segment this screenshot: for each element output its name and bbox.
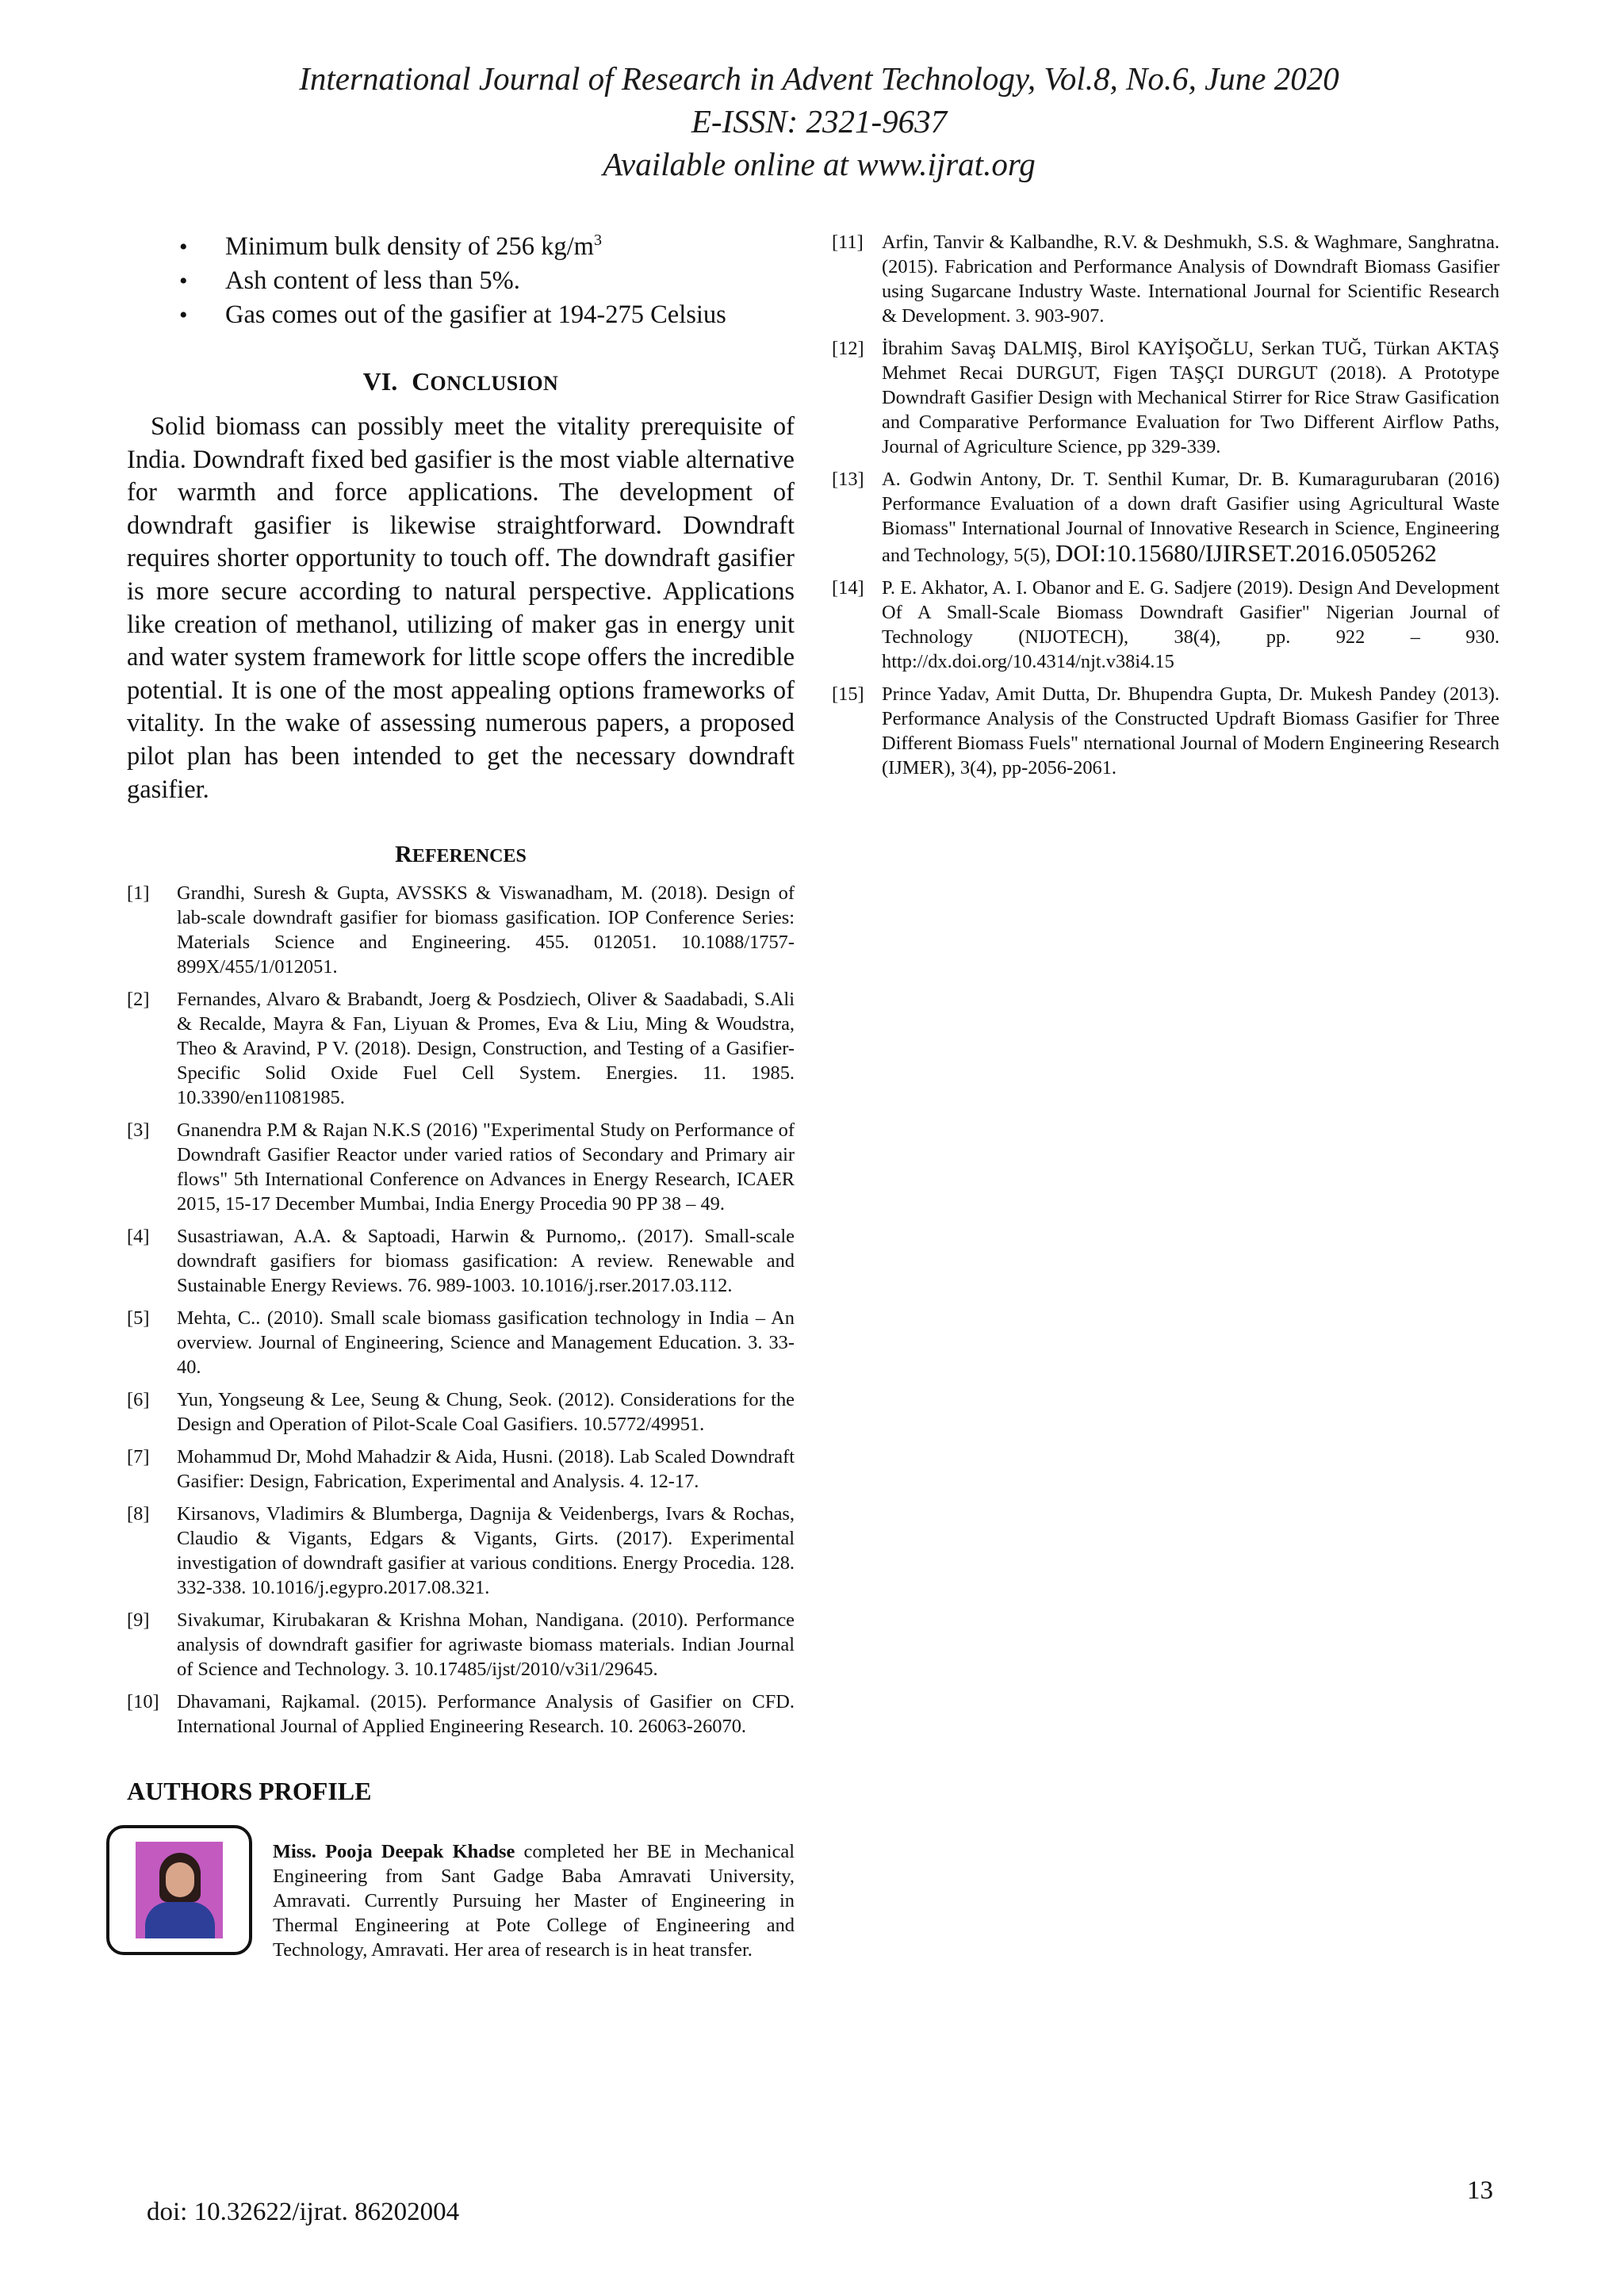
reference-item <box>127 881 795 979</box>
conclusion-text: Solid biomass can possibly meet the vitality prerequisite of India. Downdraft fixed bed gasifier is the most viable alternative for warmth and force applications. The development of downdraft gasifier is likewise straightforward. Downdraft requires shorter opportunity to touch off. The downdraft gasifier is more secure according to natural perspective. Applications like creation of methanol, utilizing of maker gas in energy unit and water system framework for little scope offers the incredible potential. It is one of the most appealing options frameworks of vitality. In the wake of assessing numerous papers, a proposed pilot plan has been intended to get the necessary downdraft gasifier. <box>127 412 795 804</box>
reference-number: [5] <box>127 1307 150 1330</box>
reference-number: [2] <box>127 989 150 1011</box>
reference-text: Gnanendra P.M & Rajan N.K.S (2016) "Experimental Study on Performance of Downdraft Gasifier Reactor under varied ratios of Secondary and Primary air flows" 5th International Conference on Advances in Energy Research, ICAER 2015, 15-17 December Mumbai, India Energy Procedia 90 PP 38 – 49. <box>177 1119 795 1215</box>
reference-text: Arfin, Tanvir & Kalbandhe, R.V. & Deshmukh, S.S. & Waghmare, Sanghratna. (2015). Fabrication and Performance Analysis of Downdraft Biomass Gasifier using Sugarcane Industry Waste. International Journal for Scientific Research & Development. 3. 903-907. <box>882 232 1500 327</box>
reference-number: [14] <box>832 577 864 599</box>
reference-text: İbrahim Savaş DALMIŞ, Birol KAYİŞOĞLU, Serkan TUĞ, Türkan AKTAŞ Mehmet Recai DURGUT, Figen TAŞÇI DURGUT (2018). A Prototype Downdraft Gasifier Design with Mechanical Stirrer for Rice Straw Gasification and Comparative Performance Evaluation for Two Different Airflow Paths, Journal of Agriculture Science, pp 329-339. <box>882 338 1500 457</box>
reference-item <box>832 576 1500 674</box>
reference-item <box>127 1689 795 1739</box>
references-list-left <box>127 881 795 1739</box>
reference-item <box>127 1387 795 1437</box>
journal-header <box>0 57 1624 186</box>
references-heading: REFERENCES <box>395 841 527 868</box>
author-photo <box>136 1842 223 1938</box>
journal-website: Available online at www.ijrat.org <box>603 146 1036 182</box>
reference-number: [3] <box>127 1119 150 1142</box>
references-list-right <box>832 230 1500 780</box>
reference-text: Mehta, C.. (2010). Small scale biomass gasification technology in India – An overview. Journal of Engineering, Science and Management Education. 3. 33-40. <box>177 1307 795 1379</box>
reference-item <box>832 682 1500 780</box>
reference-item <box>127 1118 795 1216</box>
reference-text: Grandhi, Suresh & Gupta, AVSSKS & Viswanadham, M. (2018). Design of lab-scale downdraft gasifier for biomass gasification. IOP Conference Series: Materials Science and Engineering. 455. 012051. 10.1088/1757-899X/455/1/012051. <box>177 882 795 978</box>
reference-item <box>127 1224 795 1298</box>
journal-title: International Journal of Research in Advent Technology, Vol.8, No.6, June 2020 <box>299 60 1339 97</box>
authors-profile-heading: AUTHORS PROFILE <box>127 1777 372 1806</box>
reference-item <box>127 1445 795 1494</box>
spec-ash-content: • Ash content of less than 5%. <box>127 264 795 298</box>
reference-number: [12] <box>832 338 864 359</box>
reference-text: P. E. Akhator, A. I. Obanor and E. G. Sadjere (2019). Design And Development Of A Small-Scale Biomass Downdraft Gasifier" Nigerian Journal of Technology (NIJOTECH), 38(4), pp. 922 – 930. http://dx.doi.org/10.4314/njt.v38i4.15 <box>882 577 1500 672</box>
reference-number: [7] <box>127 1446 150 1468</box>
spec-bulk-density: • Minimum bulk density of 256 $kg/m^3$ <box>127 230 795 264</box>
reference-text: Kirsanovs, Vladimirs & Blumberga, Dagnija & Veidenbergs, Ivars & Rochas, Claudio & Vigants, Edgars & Vigants, Girts. (2017). Experimental investigation of downdraft gasifier at various conditions. Energy Procedia. 128. 332-338. 10.1016/j.egypro.2017.08.321. <box>177 1503 795 1599</box>
reference-item <box>832 336 1500 459</box>
author-photo-frame <box>106 1825 252 1955</box>
reference-text: Fernandes, Alvaro & Brabandt, Joerg & Posdziech, Oliver & Saadabadi, S.Ali & Recalde, Mayra & Fan, Liyuan & Promes, Eva & Liu, Ming & Woudstra, Theo & Aravind, P V. (2018). Design, Construction, and Testing of a Gasifier-Specific Solid Oxide Fuel Cell System. Energies. 11. 1985. 10.3390/en11081985. <box>177 989 795 1109</box>
reference-text: Yun, Yongseung & Lee, Seung & Chung, Seok. (2012). Considerations for the Design and Operation of Pilot-Scale Coal Gasifiers. 10.5772/49951. <box>177 1389 795 1436</box>
reference-number: [1] <box>127 882 150 905</box>
reference-text: Susastriawan, A.A. & Saptoadi, Harwin & Purnomo,. (2017). Small-scale downdraft gasifiers for biomass gasification: A review. Renewable and Sustainable Energy Reviews. 76. 989-1003. 10.1016/j.rser.2017.03.112. <box>177 1226 795 1297</box>
specs-list <box>127 230 795 332</box>
reference-number: [6] <box>127 1389 150 1411</box>
journal-issn: E-ISSN: 2321-9637 <box>691 103 948 140</box>
reference-item <box>127 1306 795 1380</box>
reference-number: [8] <box>127 1503 150 1525</box>
reference-text: A. Godwin Antony, Dr. T. Senthil Kumar, Dr. B. Kumaragurubaran (2016) Performance Evaluation of a down draft Gasifier using Agricultural Waste Biomass" International Journal of Innovative Research in Science, Engineering and Technology, 5(5), DOI:10.15680/IJIRSET.2016.0505262 <box>882 469 1500 567</box>
reference-text: Dhavamani, Rajkamal. (2015). Performance Analysis of Gasifier on CFD. International Journal of Applied Engineering Research. 10. 26063-26070. <box>177 1691 795 1738</box>
left-column <box>127 230 795 1962</box>
footer-doi: doi: 10.32622/ijrat. 86202004 <box>147 2198 460 2226</box>
reference-item <box>127 1608 795 1682</box>
author-bio: completed her BE in Mechanical Engineering from Sant Gadge Baba Amravati University, Amravati. Currently Pursuing her Master of Engineering in Thermal Engineering at Pote College of Engineering and Technology, Amravati. Her area of research is in heat transfer. <box>273 1841 795 1961</box>
reference-text: Mohammud Dr, Mohd Mahadzir & Aida, Husni. (2018). Lab Scaled Downdraft Gasifier: Design, Fabrication, Experimental and Analysis. 4. 12-17. <box>177 1446 795 1493</box>
reference-number: [4] <box>127 1226 150 1248</box>
reference-item <box>832 230 1500 328</box>
right-column <box>832 230 1500 788</box>
reference-number: [11] <box>832 232 864 253</box>
reference-item <box>127 1502 795 1600</box>
conclusion-heading: VI. CONCLUSION <box>362 367 559 396</box>
reference-text: Prince Yadav, Amit Dutta, Dr. Bhupendra Gupta, Dr. Mukesh Pandey (2013). Performance Analysis of the Constructed Updraft Biomass Gasifier for Three Different Biomass Fuels" nternational Journal of Modern Engineering Research (IJMER), 3(4), pp-2056-2061. <box>882 683 1500 779</box>
reference-number: [9] <box>127 1609 150 1632</box>
reference-number: [13] <box>832 469 864 490</box>
author-profile <box>127 1839 795 1962</box>
reference-doi: DOI:10.15680/IJIRSET.2016.0505262 <box>1055 539 1437 567</box>
author-name: Miss. Pooja Deepak Khadse <box>273 1841 515 1863</box>
reference-item <box>127 987 795 1110</box>
reference-text: Sivakumar, Kirubakaran & Krishna Mohan, Nandigana. (2010). Performance analysis of downdraft gasifier for agriwaste biomass materials. Indian Journal of Science and Technology. 3. 10.17485/ijst/2010/v3i1/29645. <box>177 1609 795 1681</box>
reference-number: [10] <box>127 1691 159 1713</box>
reference-number: [15] <box>832 683 864 705</box>
reference-item <box>832 467 1500 568</box>
spec-gas-temperature: • Gas comes out of the gasifier at 194-275 Celsius <box>127 298 795 332</box>
page-number: 13 <box>1467 2176 1493 2205</box>
